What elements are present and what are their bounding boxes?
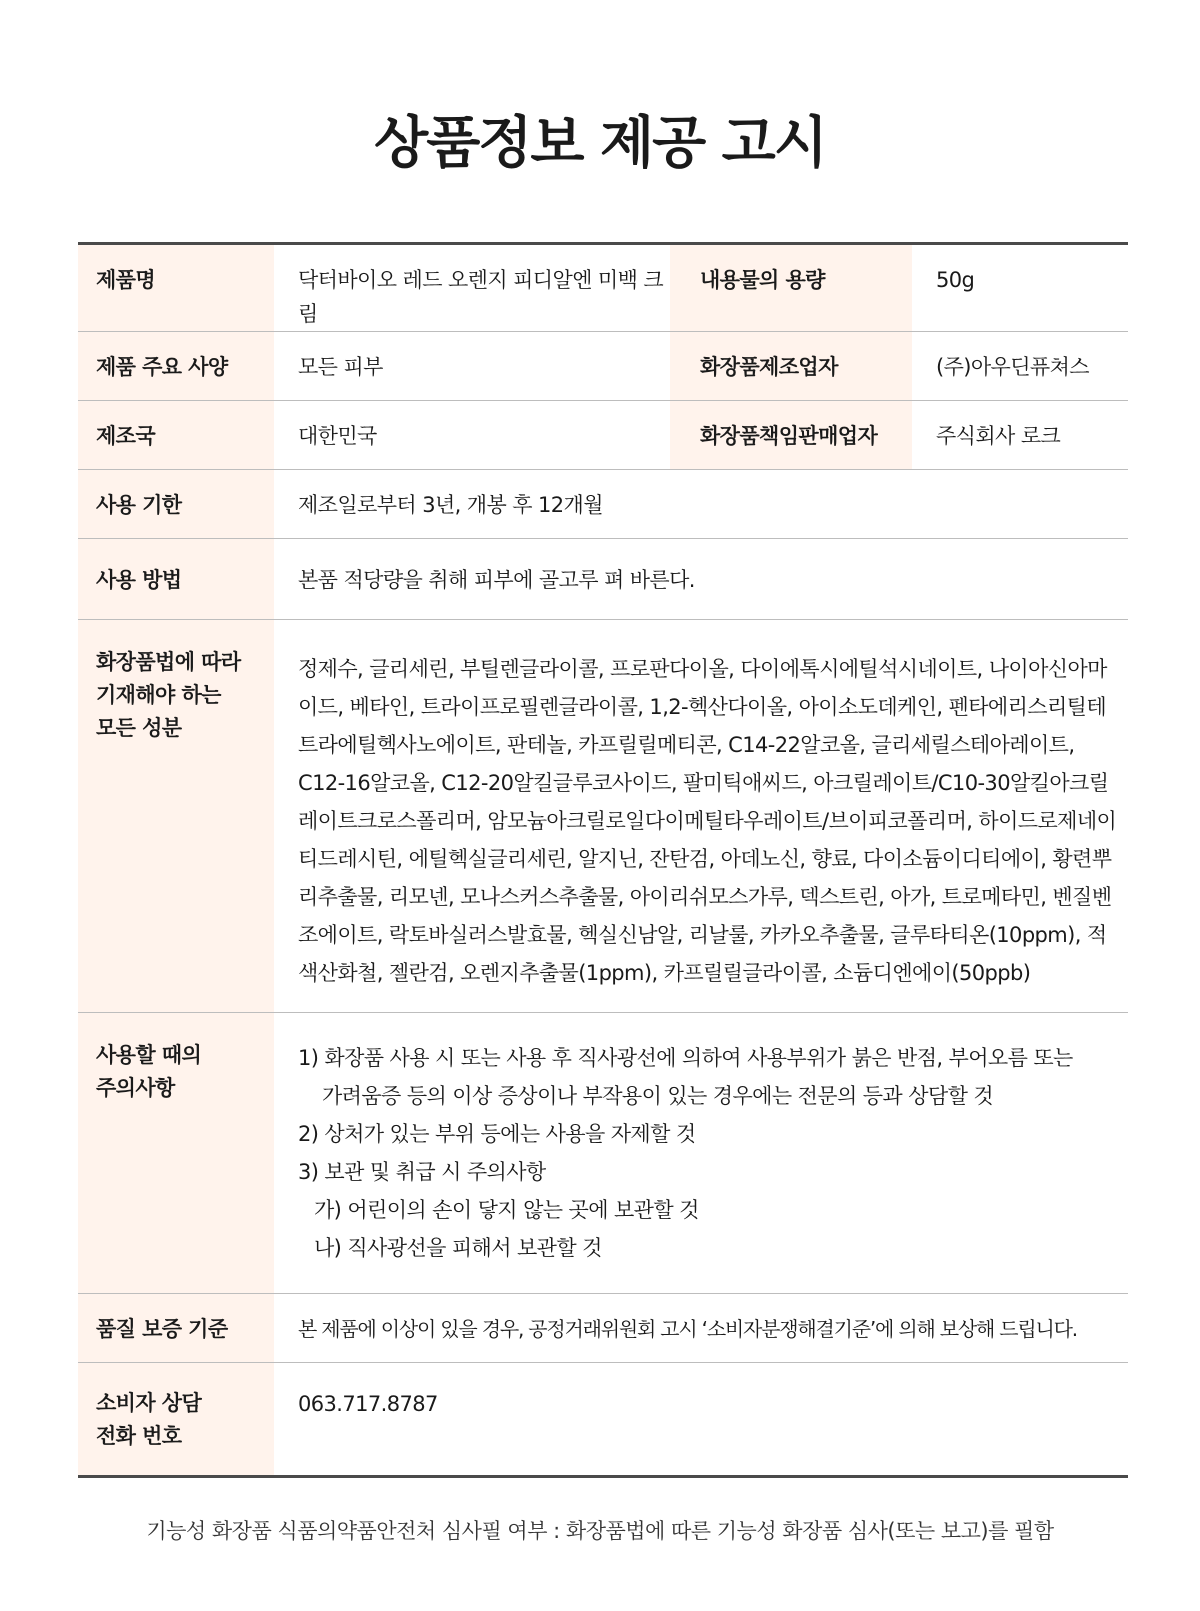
product-info-table <box>78 242 1128 1478</box>
caution-line: 가려움증 등의 이상 증상이나 부작용이 있는 경우에는 전문의 등과 상담할 것 <box>322 1084 994 1108</box>
volume-label: 내용물의 용량 <box>670 244 912 332</box>
table-row <box>78 1363 1128 1477</box>
caution-line: 2) 상처가 있는 부위 등에는 사용을 자제할 것 <box>298 1122 696 1146</box>
caution-line: 나) 직사광선을 피해서 보관할 것 <box>314 1236 602 1260</box>
table-row <box>78 332 1128 401</box>
spec-value: 모든 피부 <box>274 332 670 401</box>
manufacturer-label: 화장품제조업자 <box>670 332 912 401</box>
usage-value: 본품 적당량을 취해 피부에 골고루 펴 바른다. <box>274 539 1128 620</box>
usage-label: 사용 방법 <box>78 539 274 620</box>
table-row <box>78 401 1128 470</box>
country-value: 대한민국 <box>274 401 670 470</box>
footer-note: 기능성 화장품 식품의약품안전처 심사필 여부 : 화장품법에 따른 기능성 화장품 심사(또는 보고)를 필함 <box>146 1519 1054 1543</box>
cautions-value <box>274 1013 1128 1294</box>
table-row <box>78 1013 1128 1294</box>
page-title: 상품정보 제공 고시 <box>374 111 826 176</box>
spec-label: 제품 주요 사양 <box>78 332 274 401</box>
expiry-label: 사용 기한 <box>78 470 274 539</box>
table-row <box>78 539 1128 620</box>
manufacturer-value: (주)아우딘퓨쳐스 <box>912 332 1128 401</box>
cautions-label: 사용할 때의 주의사항 <box>78 1013 274 1294</box>
volume-value: 50g <box>936 268 975 292</box>
table-row <box>78 620 1128 1013</box>
table-row <box>78 1294 1128 1363</box>
caution-line: 1) 화장품 사용 시 또는 사용 후 직사광선에 의하여 사용부위가 붉은 반점, 부어오름 또는 <box>298 1046 1073 1070</box>
seller-label: 화장품책임판매업자 <box>670 401 912 470</box>
consult-label: 소비자 상담 전화 번호 <box>78 1363 274 1477</box>
table-row <box>78 244 1128 332</box>
ingredients-value: 정제수, 글리세린, 부틸렌글라이콜, 프로판다이올, 다이에톡시에틸석시네이트, 나이아신아마이드, 베타인, 트라이프로필렌글라이콜, 1,2-헥산다이올, 아이소도데케인, 펜타에리스리틸테트라에틸헥사노에이트, 판테놀, 카프릴릴메티콘, C14-22알코올, 글리세릴스테아레이트, C12-16알코올, C12-20알킬글루코사이드, 팔미틱애씨드, 아크릴레이트/C10-30알킬아크릴레이트크로스폴리머, 암모늄아크릴로일다이메틸타우레이트/브이피코폴리머, 하이드로제네이티드레시틴, 에틸헥실글리세린, 알지닌, 잔탄검, 아데노신, 향료, 다이소듐이디티에이, 황련뿌리추출물, 리모넨, 모나스커스추출물, 아이리쉬모스가루, 덱스트린, 아가, 트로메타민, 벤질벤조에이트, 락토바실러스발효물, 헥실신남알, 리날룰, 카카오추출물, 글루타티온(10ppm), 적색산화철, 젤란검, 오렌지추출물(1ppm), 카프릴릴글라이콜, 소듐디엔에이(50ppb) <box>274 620 1128 1013</box>
quality-value: 본 제품에 이상이 있을 경우, 공정거래위원회 고시 ‘소비자분쟁해결기준’에 의해 보상해 드립니다. <box>274 1294 1128 1363</box>
caution-line: 가) 어린이의 손이 닿지 않는 곳에 보관할 것 <box>314 1198 699 1222</box>
table-row <box>78 470 1128 539</box>
quality-label: 품질 보증 기준 <box>78 1294 274 1363</box>
product-name-value: 닥터바이오 레드 오렌지 피디알엔 미백 크림 <box>298 268 664 326</box>
product-name-label: 제품명 <box>78 244 274 332</box>
country-label: 제조국 <box>78 401 274 470</box>
consult-phone: 063.717.8787 <box>274 1363 1128 1477</box>
seller-value: 주식회사 로크 <box>912 401 1128 470</box>
expiry-value: 제조일로부터 3년, 개봉 후 12개월 <box>274 470 1128 539</box>
ingredients-label: 화장품법에 따라 기재해야 하는 모든 성분 <box>78 620 274 1013</box>
caution-line: 3) 보관 및 취급 시 주의사항 <box>298 1160 546 1184</box>
